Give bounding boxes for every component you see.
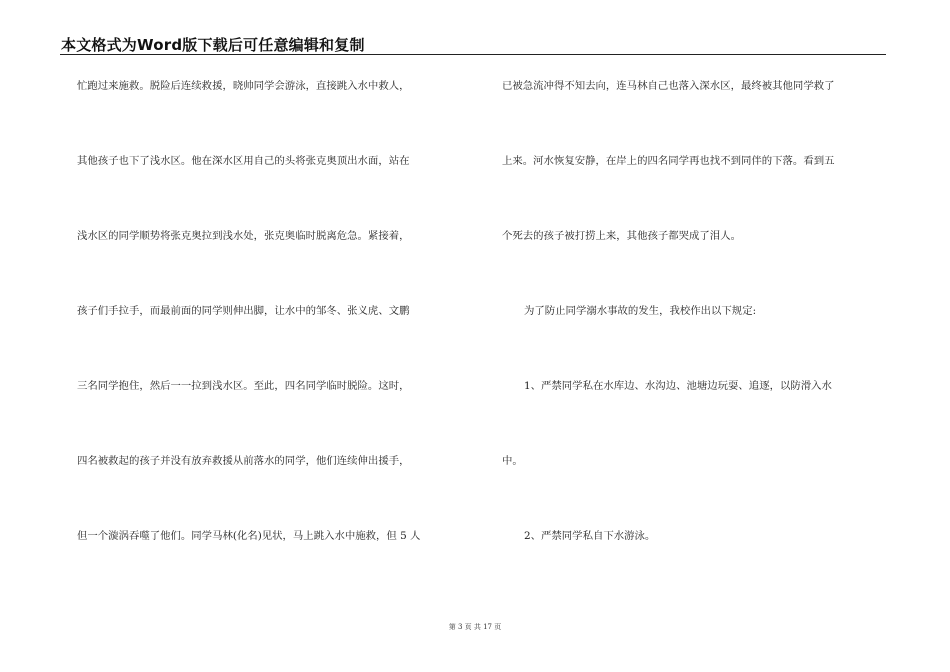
regulation-item-2: 2、严禁同学私自下水游泳。	[524, 530, 656, 542]
body-line: 已被急流冲得不知去向，连马林自己也落入深水区，最终被其他同学救了	[502, 80, 835, 92]
regulation-item-1: 1、严禁同学私在水库边、水沟边、池塘边玩耍、追逐，以防滑入水	[524, 380, 832, 392]
body-line: 忙跑过来施救。脱险后连续救援，晓帅同学会游泳，直接跳入水中救人，	[77, 80, 410, 92]
regulation-item-1-continued: 中。	[502, 455, 523, 467]
page-number-footer: 第 3 页 共 17 页	[448, 623, 502, 631]
body-line: 孩子们手拉手，而最前面的同学则伸出脚，让水中的邹冬、张义虎、文鹏	[77, 305, 410, 317]
body-line: 四名被救起的孩子并没有放弃救援从前落水的同学，他们连续伸出援手，	[77, 455, 410, 467]
body-line: 其他孩子也下了浅水区。他在深水区用自己的头将张克奥顶出水面，站在	[77, 155, 410, 167]
body-line: 上来。河水恢复安静，在岸上的四名同学再也找不到同伴的下落。看到五	[502, 155, 835, 167]
document-header-title: 本文格式为Word版下载后可任意编辑和复制	[61, 36, 365, 54]
body-line: 但一个漩涡吞噬了他们。同学马林(化名)见状，马上跳入水中施救，但 5 人	[77, 530, 421, 542]
header-divider	[60, 54, 886, 55]
body-line: 个死去的孩子被打捞上来，其他孩子都哭成了泪人。	[502, 230, 741, 242]
body-line: 浅水区的同学顺势将张克奥拉到浅水处，张克奥临时脱离危急。紧接着，	[77, 230, 410, 242]
regulation-intro: 为了防止同学溺水事故的发生，我校作出以下规定:	[524, 305, 757, 317]
body-line: 三名同学抱住，然后一一拉到浅水区。至此，四名同学临时脱险。这时，	[77, 380, 410, 392]
